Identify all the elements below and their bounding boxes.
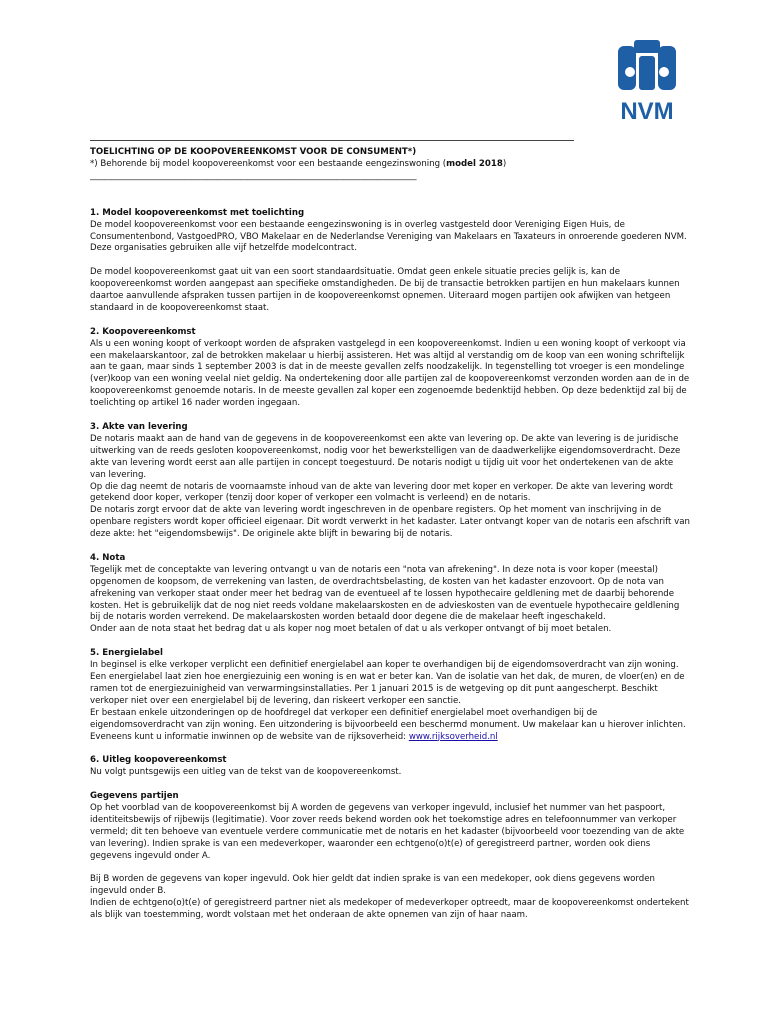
section-1-heading: 1. Model koopovereenkomst met toelichting	[90, 207, 305, 218]
document-title: TOELICHTING OP DE KOOPOVEREENKOMST VOOR DE CONSUMENT*)	[90, 147, 417, 157]
logo-top-bar	[634, 40, 660, 53]
section-koopovereenkomst	[90, 327, 690, 410]
rijksoverheid-link[interactable]: www.rijksoverheid.nl	[408, 731, 498, 742]
section-model-koopovereenkomst	[90, 208, 690, 315]
model-note-prefix: *) Behorende bij model koopovereenkomst voor een bestaande eengezinswoning (	[90, 158, 447, 169]
section-3-paragraph-3: De notaris zorgt ervoor dat de akte van levering wordt ingeschreven in de openbare registers. Op het moment van inschrijving in de openbare registers wordt koper officieel eigenaar. Dit wordt verwerkt in het kadaster. Later ontvangt koper van de notaris een afschrift van deze akte: het "eigendomsbewijs". De originele akte blijft in bewaring bij de notaris.	[90, 505, 690, 540]
section-6-paragraph-1: Nu volgt puntsgewijs een uitleg van de tekst van de koopovereenkomst.	[90, 767, 402, 778]
section-2-heading: 2. Koopovereenkomst	[90, 326, 196, 337]
section-4-paragraph-1: Tegelijk met de conceptakte van levering ontvangt u van de notaris een "nota van afrekening". In deze nota is voor koper (meestal) opgenomen de koopsom, de verrekening van lasten, de overdrachtsbelasting, de kosten van het kadaster enzovoort. Op de nota van afrekening van verkoper staat onder meer het bedrag van de eventueel af te lossen hypothecaire geldlening met de daarbij behorende kosten. Het is gebruikelijk dat de nog niet reeds voldane makelaarskosten en de advieskosten van de eventuele hypothecaire geldlening bij de notaris worden verrekend. De makelaarskosten worden betaald door degene die de makelaar heeft ingeschakeld.	[90, 564, 680, 623]
model-note-bold: model 2018	[446, 158, 503, 169]
section-energielabel	[90, 648, 690, 743]
gegevens-partijen-paragraph-1: Op het voorblad van de koopovereenkomst bij A worden de gegevens van verkoper ingevuld, inclusief het nummer van het paspoort, identiteitsbewijs of rijbewijs (legitimatie). Voor zover reeds bekend worden ook het toekomstige adres en telefoonnummer van verkoper vermeld; dit ten behoeve van eventuele verdere communicatie met de notaris en het kadaster (bijvoorbeeld voor toezending van de akte van levering). Indien sprake is van een medeverkoper, waaronder een echtgeno(o)t(e) of geregistreerd partner, worden ook diens gegevens ingevuld onder A.	[90, 802, 685, 861]
logo-left-dot	[625, 67, 635, 77]
section-3-paragraph-1: De notaris maakt aan de hand van de gegevens in de koopovereenkomst een akte van levering op. De akte van levering is de juridische uitwerking van de reeds gesloten koopovereenkomst, nodig voor het bewerkstelligen van de daadwerkelijke eigendomsoverdracht. Deze akte van levering wordt eerst aan alle partijen in concept toegestuurd. De notaris nodigt u tijdig uit voor het ondertekenen van de akte van levering.	[90, 433, 681, 480]
model-note	[90, 159, 690, 171]
section-5-heading: 5. Energielabel	[90, 648, 163, 659]
section-akte-van-levering	[90, 422, 690, 541]
nvm-logo	[616, 40, 678, 122]
logo-text: NVM	[620, 98, 674, 122]
section-gegevens-partijen	[90, 791, 690, 922]
gegevens-partijen-heading: Gegevens partijen	[90, 791, 179, 802]
logo-right-dot	[659, 67, 669, 77]
section-1-paragraph-1: De model koopovereenkomst voor een bestaande eengezinswoning is in overleg vastgesteld door Vereniging Eigen Huis, de Consumentenbond, VastgoedPRO, VBO Makelaar en de Nederlandse Vereniging van Makelaars en Taxateurs in onroerende goederen NVM. Deze organisaties gebruiken alle vijf hetzelfde modelcontract.	[90, 219, 687, 254]
section-5-paragraph-2	[90, 708, 690, 744]
gegevens-partijen-paragraph-3: Indien de echtgeno(o)t(e) of geregistreerd partner niet als medekoper of medeverkoper optreedt, maar de koopovereenkomst ondertekent als blijk van toestemming, wordt volstaan met het onderaan de akte opnemen van zijn of haar naam.	[90, 898, 689, 921]
section-5-paragraph-2-text: Er bestaan enkele uitzonderingen op de hoofdregel dat verkoper een definitief energielabel moet overhandigen bij de eigendomsoverdracht van zijn woning. Een uitzondering is bijvoorbeeld een beschermd monument. Uw makelaar kan u hierover inlichten. Eveneens kunt u informatie inwinnen op de website van de rijksoverheid:	[90, 707, 686, 742]
model-note-suffix: )	[502, 158, 507, 169]
section-uitleg-koopovereenkomst	[90, 755, 690, 779]
section-4-paragraph-2: Onder aan de nota staat het bedrag dat u als koper nog moet betalen of dat u als verkoper ontvangt of bij moet betalen.	[90, 624, 612, 635]
section-6-heading: 6. Uitleg koopovereenkomst	[90, 755, 227, 766]
gegevens-partijen-paragraph-2: Bij B worden de gegevens van koper ingevuld. Ook hier geldt dat indien sprake is van een medekoper, ook diens gegevens worden ingevuld onder B.	[90, 874, 656, 897]
document-body	[90, 140, 690, 922]
header-top-rule	[90, 140, 574, 141]
section-1-paragraph-2: De model koopovereenkomst gaat uit van een soort standaardsituatie. Omdat geen enkele situatie precies gelijk is, kan de koopovereenkomst worden aangepast aan specifieke omstandigheden. De bij de transactie betrokken partijen en hun makelaars kunnen daartoe aanvullende afspraken tussen partijen in de koopovereenkomst opnemen. Uiteraard mogen partijen ook afwijken van hetgeen standaard in de koopovereenkomst staat.	[90, 267, 680, 313]
section-2-paragraph-1: Als u een woning koopt of verkoopt worden de afspraken vastgelegd in een koopovereenkomst. Indien u een woning koopt of verkoopt via een makelaarskantoor, zal de betrokken makelaar u hierbij assisteren. Het was altijd al verstandig om de koop van een woning schriftelijk aan te gaan, maar sinds 1 september 2003 is dat in de meeste gevallen zelfs noodzakelijk. In tegenstelling tot vroeger is een mondelinge (ver)koop van een woning veelal niet geldig. Na ondertekening door alle partijen zal de koopovereenkomst verzonden worden aan de in de koopovereenkomst genoemde notaris. In de meeste gevallen zal koper een zogenoemde bedenktijd hebben. Op deze bedenktijd zal bij de toelichting op artikel 16 nader worden ingegaan.	[90, 338, 690, 409]
header-dash-line: ____________________________________________________________________________	[90, 170, 417, 181]
section-3-heading: 3. Akte van levering	[90, 421, 188, 432]
section-nota	[90, 553, 690, 636]
logo-center-block	[639, 56, 655, 90]
section-3-paragraph-2: Op die dag neemt de notaris de voornaamste inhoud van de akte van levering door met koper en verkoper. De akte van levering wordt getekend door koper, verkoper (tenzij door koper of verkoper een volmacht is verleend) en de notaris.	[90, 481, 673, 504]
section-4-heading: 4. Nota	[90, 552, 126, 563]
section-5-paragraph-1: In beginsel is elke verkoper verplicht een definitief energielabel aan koper te overhandigen bij de eigendomsoverdracht van zijn woning. Een energielabel laat zien hoe energiezuinig een woning is en wat er beter kan. Van de isolatie van het dak, de muren, de vloer(en) en de ramen tot de energiezuinigheid van verwarmingsinstallaties. Per 1 januari 2015 is de wetgeving op dit punt aangescherpt. Beschikt verkoper niet over een energielabel bij de levering, dan riskeert verkoper een sanctie.	[90, 660, 685, 706]
